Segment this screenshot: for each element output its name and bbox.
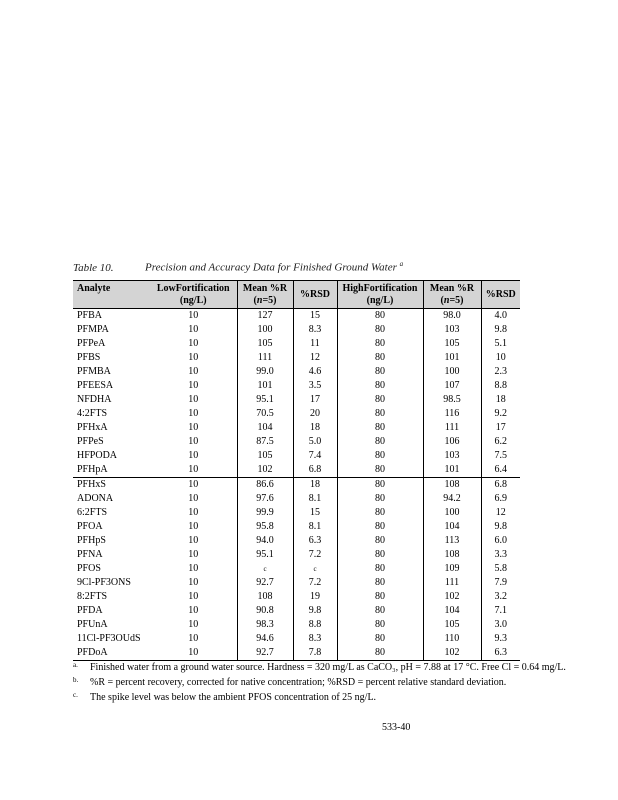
cell-high-fortification: 80 <box>337 421 423 435</box>
cell-mean-recovery-low: 92.7 <box>237 576 293 590</box>
table-row <box>73 309 520 324</box>
cell-high-fortification: 80 <box>337 379 423 393</box>
cell-analyte: PFOS <box>77 563 101 574</box>
cell-low-fortification: 10 <box>188 605 199 616</box>
header-high-fortification-unit: (ng/L) <box>366 295 394 306</box>
header-mean-recovery-low-n: (n=5) <box>253 295 277 306</box>
header-mean-recovery-low <box>237 281 293 309</box>
cell-mean-recovery-low: 95.1 <box>237 548 293 562</box>
cell-low-fortification: 10 <box>188 464 199 475</box>
cell-high-fortification: 80 <box>337 576 423 590</box>
cell-mean-recovery-high: 98.5 <box>423 393 481 407</box>
footnote-mark: c. <box>73 691 78 699</box>
cell-mean-recovery-low: c <box>237 562 293 576</box>
cell-mean-recovery-high: 94.2 <box>423 492 481 506</box>
cell-analyte: PFDA <box>77 605 103 616</box>
cell-mean-recovery-low: 100 <box>237 323 293 337</box>
cell-mean-recovery-low: 105 <box>237 337 293 351</box>
cell-high-fortification: 80 <box>337 520 423 534</box>
cell-rsd-high: 3.2 <box>481 590 520 604</box>
cell-analyte: 8:2FTS <box>77 591 108 602</box>
footnote-text: Finished water from a ground water source. Hardness = 320 mg/L as CaCO₃, pH = 7.88 at 17 °C. Free Cl = 0.64 mg/L. <box>90 662 566 673</box>
footnote <box>73 690 618 705</box>
table-row <box>73 618 520 632</box>
table-row <box>73 449 520 463</box>
header-mean-recovery-high-line1: Mean %R <box>429 283 475 294</box>
cell-mean-recovery-low: 101 <box>237 379 293 393</box>
cell-high-fortification: 80 <box>337 463 423 478</box>
cell-mean-recovery-high: 105 <box>423 337 481 351</box>
cell-rsd-low: 8.3 <box>293 323 337 337</box>
cell-analyte: PFBA <box>77 310 103 321</box>
table-number: Table 10. <box>73 261 114 274</box>
cell-mean-recovery-low: 108 <box>237 590 293 604</box>
cell-rsd-high: 12 <box>481 506 520 520</box>
header-low-fortification-unit: (ng/L) <box>179 295 207 306</box>
cell-analyte: PFOA <box>77 521 103 532</box>
cell-high-fortification: 80 <box>337 632 423 646</box>
cell-mean-recovery-high: 100 <box>423 365 481 379</box>
header-rsd-low: %RSD <box>293 281 337 309</box>
cell-mean-recovery-high: 106 <box>423 435 481 449</box>
cell-rsd-high: 6.0 <box>481 534 520 548</box>
cell-rsd-low: 8.8 <box>293 618 337 632</box>
cell-rsd-high: 9.8 <box>481 520 520 534</box>
cell-high-fortification: 80 <box>337 604 423 618</box>
cell-mean-recovery-high: 116 <box>423 407 481 421</box>
table-row <box>73 463 520 478</box>
cell-rsd-low: c <box>293 562 337 576</box>
cell-analyte: 6:2FTS <box>77 507 108 518</box>
table-caption <box>73 260 403 274</box>
cell-high-fortification: 80 <box>337 506 423 520</box>
cell-mean-recovery-low: 86.6 <box>237 478 293 493</box>
table-row <box>73 351 520 365</box>
table-row <box>73 632 520 646</box>
cell-rsd-high: 10 <box>481 351 520 365</box>
cell-rsd-high: 6.9 <box>481 492 520 506</box>
footnote <box>73 660 618 675</box>
table-row <box>73 323 520 337</box>
cell-rsd-high: 7.1 <box>481 604 520 618</box>
table-row <box>73 379 520 393</box>
table-row <box>73 548 520 562</box>
cell-mean-recovery-high: 98.0 <box>423 309 481 324</box>
header-mean-recovery-high <box>423 281 481 309</box>
cell-high-fortification: 80 <box>337 435 423 449</box>
cell-mean-recovery-high: 104 <box>423 604 481 618</box>
cell-analyte: PFDoA <box>73 646 150 661</box>
cell-high-fortification: 80 <box>337 548 423 562</box>
cell-mean-recovery-high: 108 <box>423 478 481 493</box>
cell-low-fortification: 10 <box>188 352 199 363</box>
cell-analyte: PFUnA <box>77 619 108 630</box>
cell-mean-recovery-low: 70.5 <box>237 407 293 421</box>
cell-rsd-high: 5.8 <box>481 562 520 576</box>
footnote-text: The spike level was below the ambient PFOS concentration of 25 ng/L. <box>90 692 377 703</box>
cell-mean-recovery-high: 110 <box>423 632 481 646</box>
cell-rsd-high: 6.4 <box>481 463 520 478</box>
cell-low-fortification: 10 <box>188 591 199 602</box>
cell-low-fortification: 10 <box>188 577 199 588</box>
cell-mean-recovery-high: 111 <box>423 421 481 435</box>
cell-rsd-high: 2.3 <box>481 365 520 379</box>
table-row <box>73 435 520 449</box>
cell-rsd-low: 9.8 <box>293 604 337 618</box>
cell-rsd-high: 9.2 <box>481 407 520 421</box>
cell-analyte: PFHxS <box>73 478 150 493</box>
cell-low-fortification: 10 <box>188 310 199 321</box>
cell-analyte: PFPeS <box>77 436 104 447</box>
cell-analyte: PFHpA <box>77 464 108 475</box>
cell-low-fortification: 10 <box>188 394 199 405</box>
cell-high-fortification: 80 <box>337 646 423 661</box>
cell-rsd-high: 6.2 <box>481 435 520 449</box>
cell-rsd-high: 5.1 <box>481 337 520 351</box>
table-row <box>73 506 520 520</box>
cell-high-fortification: 80 <box>337 590 423 604</box>
cell-mean-recovery-high: 101 <box>423 351 481 365</box>
cell-low-fortification: 10 <box>188 507 199 518</box>
cell-rsd-high: 6.8 <box>481 478 520 493</box>
cell-rsd-low: 8.1 <box>293 492 337 506</box>
cell-mean-recovery-low: 105 <box>237 449 293 463</box>
table-row <box>73 520 520 534</box>
header-mean-recovery-high-n: (n=5) <box>440 295 464 306</box>
table-header-row <box>73 281 520 309</box>
cell-high-fortification: 80 <box>337 492 423 506</box>
cell-low-fortification: 10 <box>188 535 199 546</box>
cell-low-fortification: 10 <box>188 408 199 419</box>
cell-rsd-low: 8.1 <box>293 520 337 534</box>
table-row <box>73 407 520 421</box>
cell-mean-recovery-high: 103 <box>423 449 481 463</box>
header-low-fortification <box>150 281 237 309</box>
cell-high-fortification: 80 <box>337 365 423 379</box>
cell-low-fortification: 10 <box>188 493 199 504</box>
table-row <box>73 421 520 435</box>
cell-low-fortification: 10 <box>150 646 237 661</box>
cell-rsd-low: 7.4 <box>293 449 337 463</box>
cell-rsd-low: 8.3 <box>293 632 337 646</box>
cell-rsd-low: 17 <box>293 393 337 407</box>
cell-rsd-low: 6.8 <box>293 463 337 478</box>
cell-mean-recovery-low: 95.8 <box>237 520 293 534</box>
cell-mean-recovery-high: 102 <box>423 646 481 661</box>
cell-low-fortification: 10 <box>188 338 199 349</box>
cell-mean-recovery-high: 105 <box>423 618 481 632</box>
cell-high-fortification: 80 <box>337 449 423 463</box>
cell-high-fortification: 80 <box>337 618 423 632</box>
cell-rsd-high: 7.9 <box>481 576 520 590</box>
cell-mean-recovery-high: 107 <box>423 379 481 393</box>
cell-analyte: PFHxA <box>77 422 108 433</box>
cell-rsd-low: 7.2 <box>293 548 337 562</box>
footnote-text: %R = percent recovery, corrected for native concentration; %RSD = percent relative standard deviation. <box>90 677 507 688</box>
cell-mean-recovery-high: 102 <box>423 590 481 604</box>
cell-rsd-low: 3.5 <box>293 379 337 393</box>
footnotes <box>73 660 618 705</box>
cell-analyte: 4:2FTS <box>77 408 108 419</box>
cell-high-fortification: 80 <box>337 534 423 548</box>
cell-high-fortification: 80 <box>337 478 423 493</box>
cell-mean-recovery-low: 111 <box>237 351 293 365</box>
cell-rsd-high: 3.0 <box>481 618 520 632</box>
header-mean-recovery-low-line1: Mean %R <box>242 283 288 294</box>
cell-rsd-low: 12 <box>293 351 337 365</box>
cell-mean-recovery-low: 99.0 <box>237 365 293 379</box>
precision-accuracy-table <box>73 280 520 661</box>
cell-mean-recovery-low: 94.0 <box>237 534 293 548</box>
footnote <box>73 675 618 690</box>
cell-mean-recovery-high: 113 <box>423 534 481 548</box>
cell-low-fortification: 10 <box>188 633 199 644</box>
cell-rsd-high: 9.8 <box>481 323 520 337</box>
table-row <box>73 562 520 576</box>
cell-analyte: PFMPA <box>77 324 109 335</box>
cell-mean-recovery-low: 104 <box>237 421 293 435</box>
header-high-fortification <box>337 281 423 309</box>
cell-mean-recovery-high: 109 <box>423 562 481 576</box>
table-row <box>73 604 520 618</box>
cell-mean-recovery-high: 100 <box>423 506 481 520</box>
cell-low-fortification: 10 <box>188 549 199 560</box>
cell-high-fortification: 80 <box>337 323 423 337</box>
cell-analyte: PFPeA <box>77 338 106 349</box>
cell-low-fortification: 10 <box>188 366 199 377</box>
cell-mean-recovery-low: 92.7 <box>237 646 293 661</box>
table-title: Precision and Accuracy Data for Finished Ground Water <box>145 261 397 274</box>
cell-rsd-high: 8.8 <box>481 379 520 393</box>
cell-low-fortification: 10 <box>188 619 199 630</box>
cell-rsd-high: 18 <box>481 393 520 407</box>
cell-low-fortification: 10 <box>188 521 199 532</box>
cell-rsd-low: 20 <box>293 407 337 421</box>
cell-low-fortification: 10 <box>188 380 199 391</box>
cell-low-fortification: 10 <box>188 450 199 461</box>
cell-mean-recovery-low: 94.6 <box>237 632 293 646</box>
cell-low-fortification: 10 <box>188 324 199 335</box>
cell-high-fortification: 80 <box>337 407 423 421</box>
cell-mean-recovery-low: 102 <box>237 463 293 478</box>
table-row <box>73 492 520 506</box>
cell-mean-recovery-low: 127 <box>237 309 293 324</box>
cell-analyte: PFNA <box>77 549 103 560</box>
table-row <box>73 365 520 379</box>
table-body <box>73 309 520 661</box>
cell-rsd-high: 17 <box>481 421 520 435</box>
table-row <box>73 337 520 351</box>
cell-mean-recovery-low: 99.9 <box>237 506 293 520</box>
cell-rsd-low: 4.6 <box>293 365 337 379</box>
table-row <box>73 576 520 590</box>
table-row <box>73 478 520 493</box>
cell-rsd-low: 6.3 <box>293 534 337 548</box>
cell-analyte: NFDHA <box>77 394 112 405</box>
cell-mean-recovery-high: 103 <box>423 323 481 337</box>
cell-mean-recovery-low: 87.5 <box>237 435 293 449</box>
cell-high-fortification: 80 <box>337 351 423 365</box>
cell-rsd-low: 7.2 <box>293 576 337 590</box>
cell-analyte: 11Cl-PF3OUdS <box>77 633 141 644</box>
header-low-fortification-line1: LowFortification <box>156 283 230 294</box>
cell-mean-recovery-high: 108 <box>423 548 481 562</box>
cell-rsd-low: 5.0 <box>293 435 337 449</box>
cell-rsd-low: 15 <box>293 309 337 324</box>
cell-rsd-low: 11 <box>293 337 337 351</box>
cell-high-fortification: 80 <box>337 337 423 351</box>
cell-analyte: ADONA <box>77 493 114 504</box>
cell-rsd-high: 3.3 <box>481 548 520 562</box>
cell-low-fortification: 10 <box>188 422 199 433</box>
cell-mean-recovery-high: 101 <box>423 463 481 478</box>
cell-rsd-low: 19 <box>293 590 337 604</box>
header-analyte: Analyte <box>73 281 150 309</box>
table-row <box>73 534 520 548</box>
cell-rsd-high: 7.5 <box>481 449 520 463</box>
footnote-mark: a. <box>73 661 78 669</box>
cell-rsd-low: 15 <box>293 506 337 520</box>
cell-low-fortification: 10 <box>150 478 237 493</box>
cell-rsd-low: 18 <box>293 478 337 493</box>
cell-mean-recovery-low: 90.8 <box>237 604 293 618</box>
cell-high-fortification: 80 <box>337 309 423 324</box>
cell-low-fortification: 10 <box>188 436 199 447</box>
cell-analyte: PFBS <box>77 352 101 363</box>
cell-mean-recovery-low: 98.3 <box>237 618 293 632</box>
cell-analyte: PFHpS <box>77 535 106 546</box>
table-row <box>73 646 520 661</box>
cell-rsd-low: 18 <box>293 421 337 435</box>
table-row <box>73 393 520 407</box>
cell-high-fortification: 80 <box>337 393 423 407</box>
cell-analyte: PFEESA <box>77 380 114 391</box>
page-number: 533-40 <box>382 722 411 733</box>
cell-mean-recovery-low: 95.1 <box>237 393 293 407</box>
footnote-mark: b. <box>73 676 79 684</box>
cell-rsd-low: 7.8 <box>293 646 337 661</box>
cell-analyte: 9Cl-PF3ONS <box>77 577 131 588</box>
header-high-fortification-line1: HighFortification <box>342 283 418 294</box>
header-rsd-high: %RSD <box>481 281 520 309</box>
cell-rsd-high: 9.3 <box>481 632 520 646</box>
cell-rsd-high: 6.3 <box>481 646 520 661</box>
cell-analyte: PFMBA <box>77 366 111 377</box>
cell-mean-recovery-high: 111 <box>423 576 481 590</box>
caption-footnote-mark: a <box>399 260 404 268</box>
table-row <box>73 590 520 604</box>
cell-mean-recovery-high: 104 <box>423 520 481 534</box>
cell-analyte: HFPODA <box>77 450 118 461</box>
cell-low-fortification: 10 <box>188 563 199 574</box>
cell-high-fortification: 80 <box>337 562 423 576</box>
cell-rsd-high: 4.0 <box>481 309 520 324</box>
cell-mean-recovery-low: 97.6 <box>237 492 293 506</box>
